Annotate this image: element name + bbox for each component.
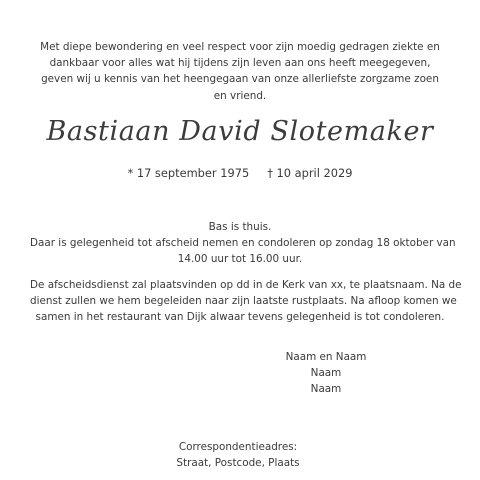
announcement-line: Daar is gelegenheid tot afscheid nemen en condoleren op zondag 18 oktober van bbox=[30, 237, 456, 250]
announcement-line: 14.00 uur tot 16.00 uur. bbox=[177, 253, 303, 266]
signer-name: Naam bbox=[310, 383, 342, 396]
life-dates bbox=[0, 165, 480, 181]
service-line: samen in het restaurant van Dijk alwaar tevens gelegenheid is tot condoleren. bbox=[35, 311, 445, 324]
service-line: De afscheidsdienst zal plaatsvinden op dd in de Kerk van xx, te plaatsnaam. Na de bbox=[30, 279, 462, 291]
correspondence-value: Straat, Postcode, Plaats bbox=[176, 457, 300, 470]
service-line: dienst zullen we hem begeleiden naar zijn laatste rustplaats. Na afloop komen we bbox=[30, 295, 457, 308]
signers bbox=[278, 349, 374, 398]
death-date: † 10 april 2029 bbox=[267, 166, 353, 180]
service-text bbox=[30, 277, 462, 326]
intro-line: geven wij u kennis van het heengegaan van onze allerliefste zorgzame zoen bbox=[41, 73, 439, 86]
signer-name: Naam en Naam bbox=[285, 351, 367, 363]
announcement-line: Bas is thuis. bbox=[208, 221, 272, 233]
announcement-text bbox=[30, 219, 456, 268]
correspondence-label: Correspondentieadres: bbox=[178, 441, 298, 453]
correspondence-address bbox=[158, 439, 318, 471]
signer-name: Naam bbox=[310, 367, 342, 380]
birth-date: * 17 september 1975 bbox=[127, 166, 250, 180]
deceased-name: Bastiaan David Slotemaker bbox=[46, 116, 434, 147]
intro-line: en vriend. bbox=[213, 89, 267, 102]
intro-line: Met diepe bewondering en veel respect voor zijn moedig gedragen ziekte en bbox=[40, 41, 440, 53]
intro-line: dankbaar voor alles wat hij tijdens zijn leven aan ons heeft meegegeven, bbox=[49, 57, 431, 70]
intro-text bbox=[40, 39, 440, 104]
